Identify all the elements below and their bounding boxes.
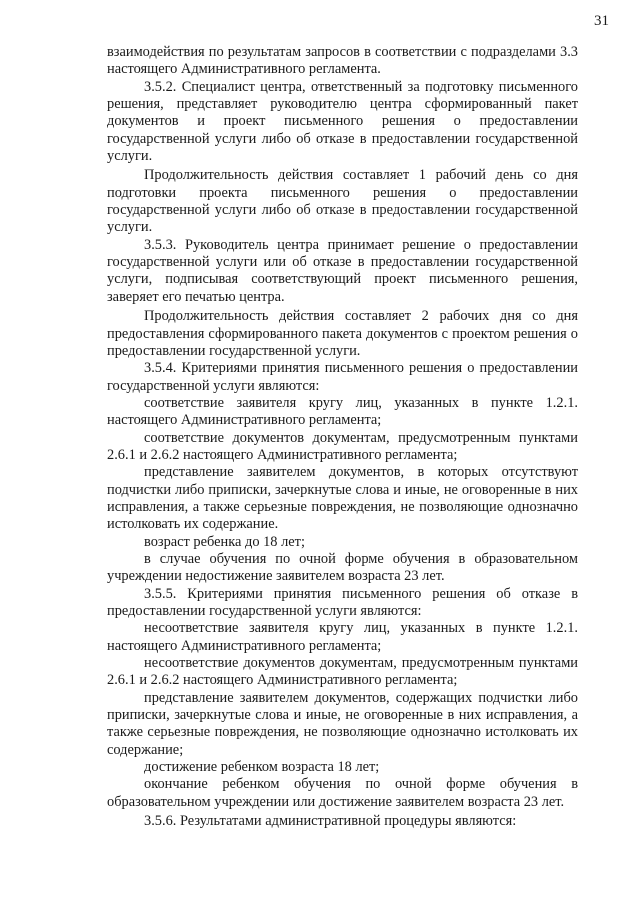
criterion-item: соответствие документов документам, предусмотренным пунктами 2.6.1 и 2.6.2 настоящего Административного регламента;	[107, 429, 578, 463]
paragraph-duration-1: Продолжительность действия составляет 1 рабочий день со дня подготовки проекта письменного решения о предоставлении государственной услуги либо об отказе в предоставлении государственной услуги.	[107, 167, 578, 236]
paragraph-3-5-5: 3.5.5. Критериями принятия письменного решения об отказе в предоставлении государственной услуги являются:	[107, 585, 578, 619]
refusal-criterion-item: представление заявителем документов, содержащих подчистки либо приписки, зачеркнутые слова и иные, не оговоренные в них исправления, а также серьезные повреждения, не позволяющие однозначно истолковать их содержание;	[107, 689, 578, 758]
paragraph-3-5-4: 3.5.4. Критериями принятия письменного решения о предоставлении государственной услуги являются:	[107, 360, 578, 394]
refusal-criterion-item: несоответствие документов документам, предусмотренным пунктами 2.6.1 и 2.6.2 настоящего Административного регламента;	[107, 655, 578, 689]
paragraph-3-5-3: 3.5.3. Руководитель центра принимает решение о предоставлении государственной услуги или об отказе в предоставлении государственной услуги, подписывая соответствующий проект письменного решения, заверяет его печатью центра.	[107, 236, 578, 305]
refusal-criterion-item: окончание ребенком обучения по очной форме обучения в образовательном учреждении или достижение заявителем возраста 23 лет.	[107, 776, 578, 810]
criterion-item: представление заявителем документов, в которых отсутствуют подчистки либо приписки, зачеркнутые слова и иные, не оговоренные в них исправления, а также серьезные повреждения, не позволяющие однозначно истолковать их содержание.	[107, 464, 578, 533]
document-body	[107, 44, 578, 830]
criterion-item: в случае обучения по очной форме обучения в образовательном учреждении недостижение заявителем возраста 23 лет.	[107, 550, 578, 585]
paragraph-duration-2: Продолжительность действия составляет 2 рабочих дня со дня предоставления сформированного пакета документов с проектом решения о предоставлении государственной услуги.	[107, 308, 578, 359]
refusal-criterion-item: несоответствие заявителя кругу лиц, указанных в пункте 1.2.1. настоящего Административного регламента;	[107, 620, 578, 654]
paragraph-3-5-2: 3.5.2. Специалист центра, ответственный за подготовку письменного решения, представляет руководителю центра сформированный пакет документов и проект письменного решения о предоставлении государственной услуги либо об отказе в предоставлении государственной услуги.	[107, 78, 578, 165]
paragraph-3-5-6: 3.5.6. Результатами административной процедуры являются:	[144, 813, 517, 830]
page-number: 31	[594, 13, 609, 29]
refusal-criterion-item: достижение ребенком возраста 18 лет;	[144, 759, 380, 776]
criterion-item: возраст ребенка до 18 лет;	[144, 533, 305, 550]
criterion-item: соответствие заявителя кругу лиц, указанных в пункте 1.2.1. настоящего Административного регламента;	[107, 394, 578, 429]
paragraph-continuation: взаимодействия по результатам запросов в соответствии с подразделами 3.3 настоящего Административного регламента.	[107, 44, 578, 78]
